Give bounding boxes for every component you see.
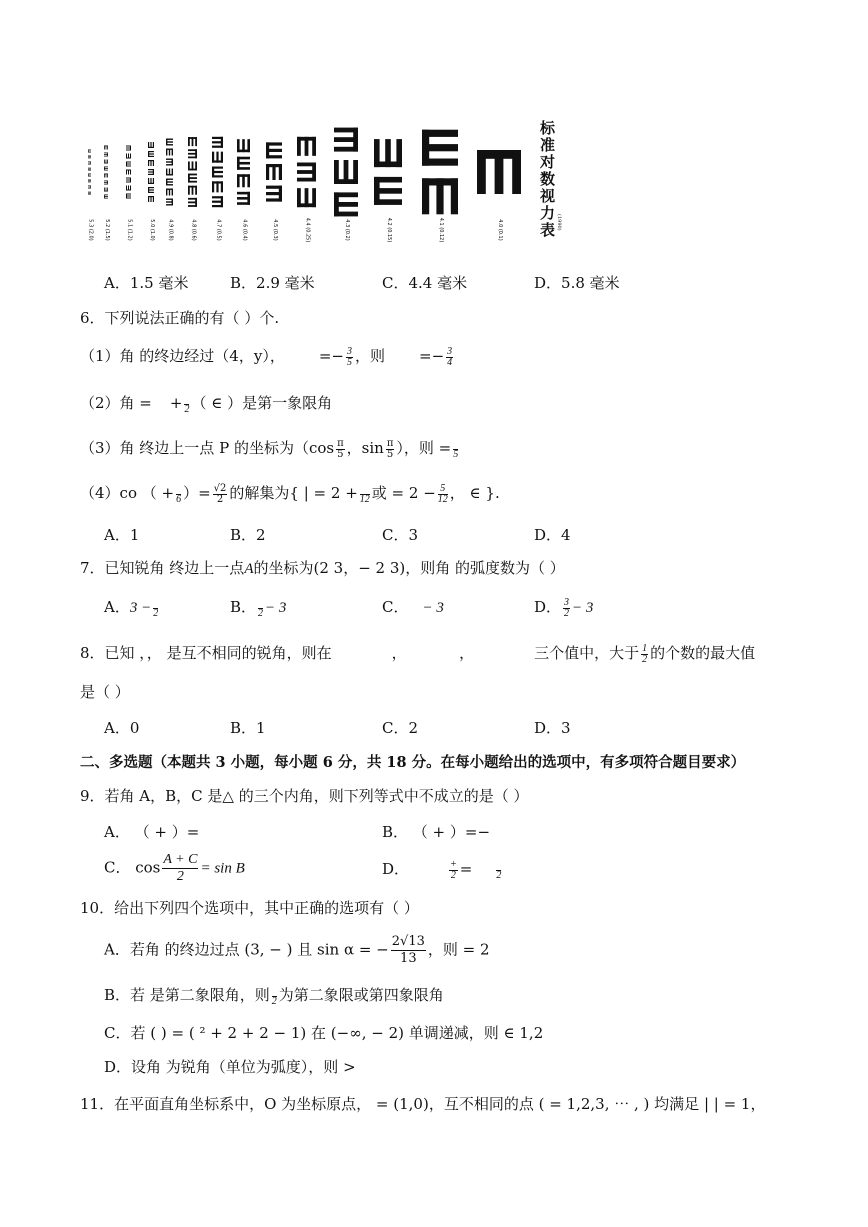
q6-statement-4: （4）co （ + 6 ）= $\frac{√2}{2}$ 的解集为{ | = 2 + 12 或 = 2 − $\frac{5}{12}$ ， ∈ }.: [80, 482, 500, 505]
tumbling-e-icon: [148, 151, 154, 157]
eye-chart-acuity-label: 4.4 (0.25): [304, 217, 311, 243]
tumbling-e-icon: [188, 137, 197, 146]
q8-option-a: A．0: [104, 719, 140, 737]
tumbling-e-icon: [126, 186, 131, 191]
eye-chart-acuity-label: 4.2 (0.15): [386, 217, 392, 243]
eye-chart-acuity-label: 5.2 (1.5): [104, 219, 110, 241]
q6-statement-2: （2）角 = + 2 （ ∈ ）是第一象限角: [80, 394, 333, 415]
tumbling-e-icon: [148, 187, 154, 193]
tumbling-e-icon: [166, 149, 173, 156]
tumbling-e-icon: [104, 188, 108, 192]
q7-option-b: B． 2 − 3: [230, 598, 287, 619]
tumbling-e-icon: [104, 160, 108, 164]
tumbling-e-icon: [104, 146, 108, 150]
q6-statement-1: （1）角 的终边经过（4，y）， =− $\frac{3}{5}$ ，则 =− $\frac{3}{4}$: [80, 345, 453, 368]
q8-stem-line-2: 是（ ）: [80, 683, 130, 701]
q7-stem: 7．已知锐角 终边上一点A的坐标为(2 3，− 2 3)，则角 的弧度数为（ ）: [80, 559, 565, 577]
tumbling-e-icon: [188, 198, 197, 207]
tumbling-e-icon: [126, 170, 131, 175]
tumbling-e-icon: [477, 150, 521, 194]
q8-stem: 8．已知 ，， 是互不相同的锐角，则在 ， ， 三个值中，大于 $\frac{1}{2}$ 的个数的最大值: [80, 642, 756, 665]
tumbling-e-icon: [166, 189, 173, 196]
tumbling-e-icon: [188, 149, 197, 158]
q11-stem: 11．在平面直角坐标系中，O 为坐标原点， = (1,0)，互不相同的点 ( = 1,2,3, ⋯ , ) 均满足 | | = 1，: [80, 1095, 766, 1113]
tumbling-e-icon: [88, 192, 91, 195]
eye-chart-acuity-label: 4.3 (0.2): [344, 219, 350, 241]
tumbling-e-icon: [166, 169, 173, 176]
q6-option-c: C．3: [382, 526, 419, 544]
tumbling-e-icon: [212, 152, 223, 163]
q5-option-b: B．2.9 毫米: [230, 274, 315, 292]
q10-option-c: C．若 ( ) = ( ² + 2 + 2 − 1) 在 (−∞, − 2) 单调递减，则 ∈ 1,2: [104, 1024, 544, 1042]
tumbling-e-icon: [104, 181, 108, 185]
q9-option-a: A． （ + ）=: [104, 823, 200, 841]
tumbling-e-icon: [212, 137, 223, 148]
tumbling-e-icon: [126, 178, 131, 183]
eye-chart-acuity-label: 4.1 (0.12): [438, 217, 444, 243]
tumbling-e-icon: [212, 196, 223, 207]
eye-chart-acuity-label: 4.5 (0.3): [272, 219, 278, 241]
tumbling-e-icon: [188, 161, 197, 170]
tumbling-e-icon: [297, 137, 316, 156]
q6-option-a: A．1: [104, 526, 140, 544]
tumbling-e-icon: [166, 179, 173, 186]
tumbling-e-icon: [297, 188, 316, 207]
tumbling-e-icon: [188, 186, 197, 195]
tumbling-e-icon: [148, 178, 154, 184]
eye-chart-subtitle: (1990): [556, 214, 562, 231]
tumbling-e-icon: [166, 159, 173, 166]
tumbling-e-icon: [422, 178, 458, 214]
tumbling-e-icon: [266, 142, 282, 158]
eye-chart-acuity-label: 4.7 (0.5): [215, 219, 222, 241]
tumbling-e-icon: [334, 128, 358, 152]
q6-statement-3: （3）角 终边上一点 P 的坐标为（cos $\frac{\pi}{5}$ ，sin $\frac{\pi}{5}$ ），则 = 5: [80, 437, 459, 460]
tumbling-e-icon: [148, 160, 154, 166]
eye-chart-acuity-label: 5.1 (1.2): [126, 219, 133, 241]
tumbling-e-icon: [148, 142, 154, 148]
tumbling-e-icon: [88, 162, 91, 165]
tumbling-e-icon: [88, 150, 91, 153]
tumbling-e-icon: [148, 196, 154, 202]
eye-chart-acuity-label: 4.9 (0.8): [167, 219, 174, 241]
tumbling-e-icon: [374, 177, 402, 205]
tumbling-e-icon: [334, 192, 358, 216]
q8-option-d: D．3: [534, 719, 571, 737]
tumbling-e-icon: [126, 162, 131, 167]
tumbling-e-icon: [334, 160, 358, 184]
tumbling-e-icon: [126, 154, 131, 159]
q9-option-c: C． cos $\frac{A + C}{2}$ = sin B: [104, 852, 245, 884]
tumbling-e-icon: [104, 153, 108, 157]
tumbling-e-icon: [88, 186, 91, 189]
tumbling-e-icon: [166, 199, 173, 206]
tumbling-e-icon: [237, 139, 250, 152]
q7-option-d: D． $\frac{3}{2}$ − 3: [534, 596, 594, 619]
tumbling-e-icon: [266, 164, 282, 180]
q8-option-c: C．2: [382, 719, 419, 737]
tumbling-e-icon: [104, 195, 108, 199]
q5-option-c: C．4.4 毫米: [382, 274, 468, 292]
q5-option-d: D．5.8 毫米: [534, 274, 620, 292]
tumbling-e-icon: [126, 194, 131, 199]
q10-option-b: B．若 是第二象限角，则 2 为第二象限或第四象限角: [104, 986, 444, 1007]
q5-option-a: A．1.5 毫米: [104, 274, 189, 292]
eye-chart-acuity-label: 5.3 (2.0): [87, 219, 94, 241]
tumbling-e-icon: [266, 186, 282, 202]
tumbling-e-icon: [237, 157, 250, 170]
q6-option-b: B．2: [230, 526, 266, 544]
tumbling-e-icon: [88, 180, 91, 183]
q9-option-b: B． （ + ）=−: [382, 823, 491, 841]
eye-chart-title: 标准对数视力表: [540, 119, 556, 239]
tumbling-e-icon: [297, 163, 316, 182]
tumbling-e-icon: [88, 156, 91, 159]
tumbling-e-icon: [166, 139, 173, 146]
q8-option-b: B．1: [230, 719, 266, 737]
eye-chart-acuity-label: 4.0 (0.1): [497, 219, 503, 241]
tumbling-e-icon: [104, 174, 108, 178]
tumbling-e-icon: [237, 174, 250, 187]
q10-option-d: D．设角 为锐角（单位为弧度），则 >: [104, 1058, 356, 1076]
q6-option-d: D．4: [534, 526, 571, 544]
q7-option-c: C． − 3: [382, 598, 444, 616]
tumbling-e-icon: [374, 139, 402, 167]
q10-option-a: A．若角 的终边过点 (3, − ) 且 sin α = − $\frac{2√13}{13}$ ，则 = 2: [104, 934, 490, 966]
tumbling-e-icon: [148, 169, 154, 175]
q7-option-a: A．3 − 2: [104, 598, 159, 619]
tumbling-e-icon: [88, 168, 91, 171]
tumbling-e-icon: [188, 174, 197, 183]
eye-chart: [82, 118, 562, 248]
eye-chart-acuity-label: 5.0 (1.0): [149, 219, 155, 241]
eye-chart-acuity-label: 4.8 (0.6): [190, 219, 197, 241]
tumbling-e-icon: [212, 167, 223, 178]
q6-stem: 6．下列说法正确的有（ ）个.: [80, 309, 280, 327]
q9-stem: 9．若角 A，B，C 是△ 的三个内角，则下列等式中不成立的是（ ）: [80, 787, 529, 805]
eye-chart-acuity-label: 4.6 (0.4): [241, 219, 248, 241]
tumbling-e-icon: [422, 130, 458, 166]
tumbling-e-icon: [104, 167, 108, 171]
q10-stem: 10．给出下列四个选项中，其中正确的选项有（ ）: [80, 899, 419, 917]
tumbling-e-icon: [212, 181, 223, 192]
tumbling-e-icon: [126, 146, 131, 151]
tumbling-e-icon: [88, 174, 91, 177]
tumbling-e-icon: [237, 192, 250, 205]
q9-option-d: D． $\frac{+}{2}$ = 2: [382, 858, 502, 881]
section-heading: 二、多选题（本题共 3 小题，每小题 6 分，共 18 分。在每小题给出的选项中，有多项符合题目要求）: [80, 754, 746, 771]
